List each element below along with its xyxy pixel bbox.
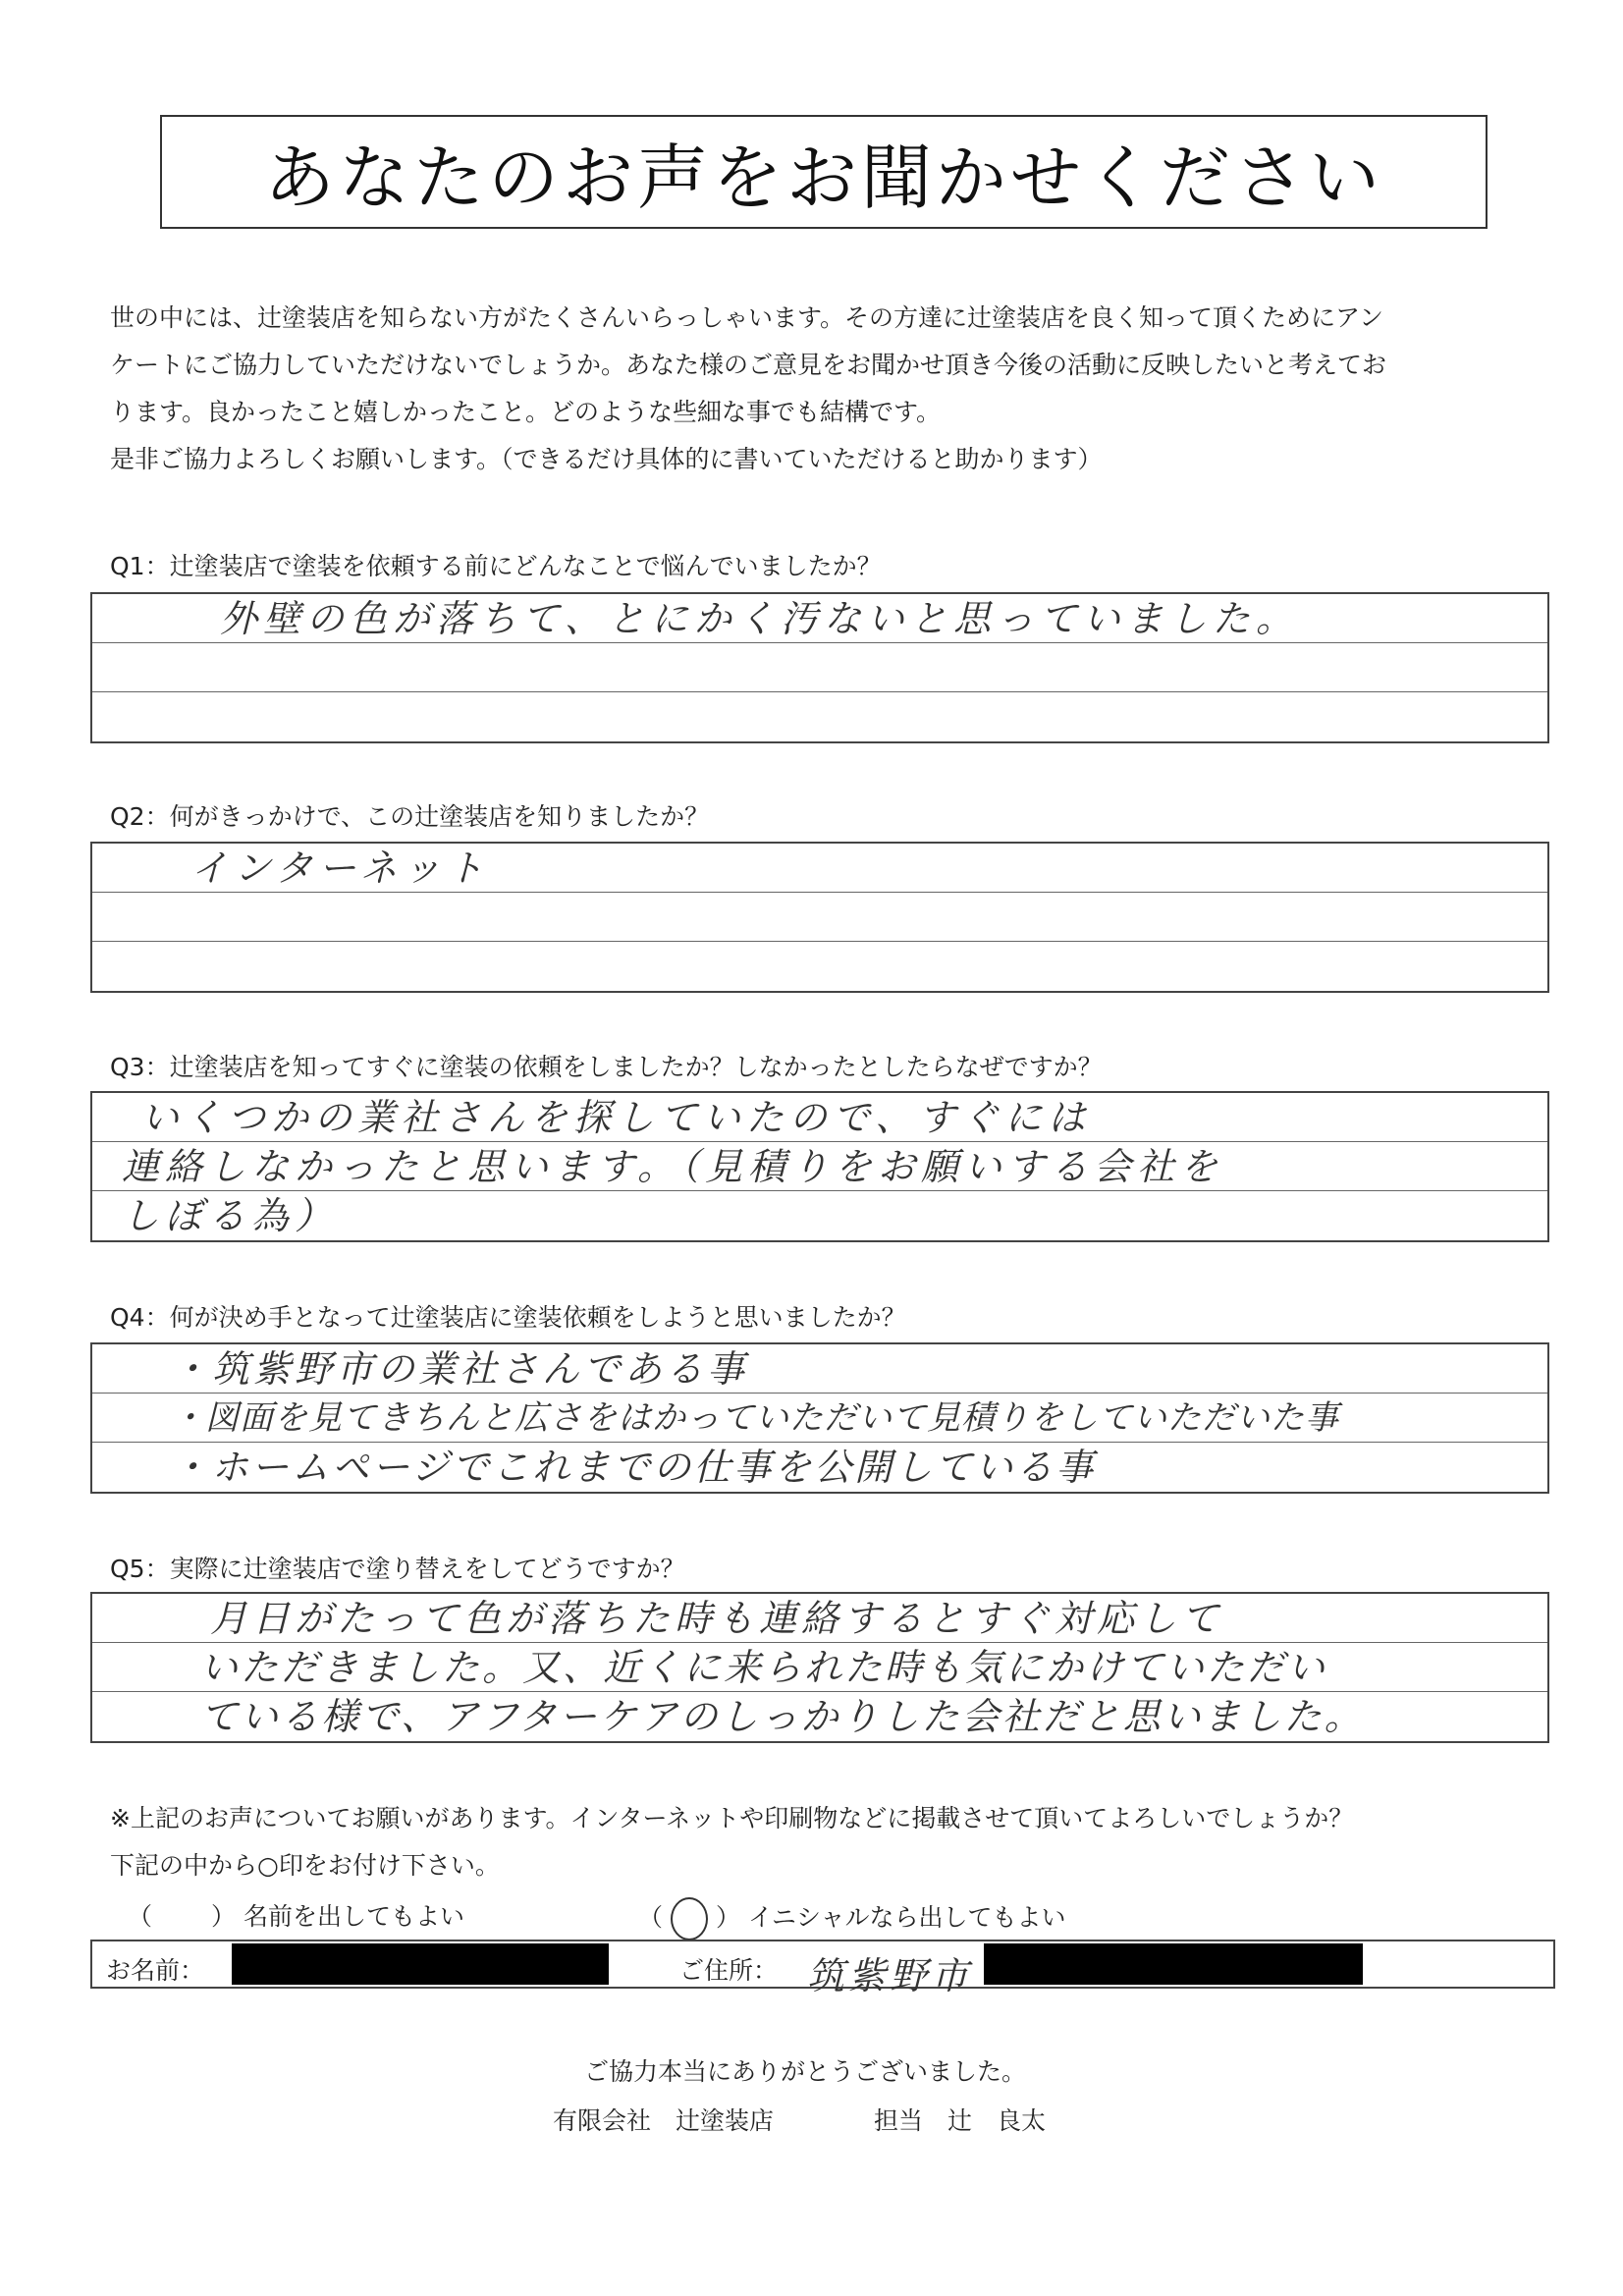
answer-box-1[interactable] (90, 592, 1549, 743)
paren-open: （ (128, 1902, 153, 1931)
answer-line[interactable]: 月日がたって色が落ちた時も連絡するとすぐ対応して (92, 1594, 1547, 1643)
name-label: お名前： (106, 1956, 205, 1985)
page-title: あなたのお声をお聞かせください (160, 115, 1488, 229)
answer-box-2[interactable] (90, 842, 1549, 993)
intro-line: ケートにご協力していただけないでしょうか。あなた様のご意見をお聞かせ頂き今後の活動に反映したいと考えてお (110, 351, 1387, 379)
answer-line[interactable]: いただきました。又、近くに来られた時も気にかけていただい (92, 1643, 1547, 1692)
answer-box-5[interactable] (90, 1592, 1549, 1743)
answer-line[interactable] (92, 893, 1547, 942)
answer-line[interactable]: 外壁の色が落ちて、とにかく汚ないと思っていました。 (92, 594, 1547, 643)
paren-close: ） (716, 1903, 741, 1932)
answer-line[interactable] (92, 692, 1547, 741)
contact-person: 担当 辻 良太 (874, 2106, 1047, 2135)
address-redaction (984, 1943, 1363, 1985)
intro-line: 世の中には、辻塗装店を知らない方がたくさんいらっしゃいます。その方達に辻塗装店を良く知って頂くためにアン (110, 303, 1384, 332)
option-initial-label: イニシャルなら出してもよい (747, 1903, 1066, 1932)
option-name-label: 名前を出してもよい (243, 1902, 464, 1931)
paren-close: ） (211, 1902, 237, 1931)
option-name[interactable] (128, 1897, 464, 1933)
option-initial[interactable] (638, 1897, 1066, 1941)
intro-text (110, 295, 1543, 483)
contact-info-box (90, 1940, 1555, 1997)
intro-line: ります。良かったこと嬉しかったこと。どのような些細な事でも結構です。 (110, 398, 942, 426)
question-4: Q4：何が決め手となって辻塗装店に塗装依頼をしようと思いましたか？ (110, 1303, 906, 1332)
answer-line[interactable]: インターネット (92, 844, 1547, 893)
paren-open: （ (638, 1903, 664, 1932)
question-1: Q1：辻塗装店で塗装を依頼する前にどんなことで悩んでいましたか？ (110, 552, 882, 580)
answer-line[interactable]: ・筑紫野市の業社さんである事 (92, 1344, 1547, 1394)
question-2: Q2：何がきっかけで、この辻塗装店を知りましたか？ (110, 802, 710, 831)
answer-line[interactable]: ・ホームページでこれまでの仕事を公開している事 (171, 1446, 1097, 1489)
circle-mark-icon (671, 1897, 708, 1941)
answer-line[interactable] (92, 643, 1547, 692)
answer-line[interactable] (92, 942, 1547, 991)
answer-box-4[interactable] (90, 1342, 1549, 1494)
question-3: Q3：辻塗装店を知ってすぐに塗装の依頼をしましたか？しなかったとしたらなぜですか？ (110, 1053, 1103, 1081)
answer-line[interactable]: いくつかの業社さんを探していたので、すぐには (92, 1093, 1547, 1142)
name-redaction (232, 1943, 609, 1985)
permission-note: ※上記のお声についてお願いがあります。インターネットや印刷物などに掲載させて頂いてよろしいでしょうか？ (110, 1804, 1354, 1832)
answer-line[interactable]: 連絡しなかったと思います。（見積りをお願いする会社を (92, 1142, 1547, 1191)
answer-box-3[interactable] (90, 1091, 1549, 1242)
address-handwritten: 筑紫野市 (807, 1954, 973, 1997)
permission-instruction: 下記の中から○印をお付け下さい。 (110, 1851, 500, 1880)
answer-line[interactable]: ・図面を見てきちんと広さをはかっていただいて見積りをしていただいた事 (92, 1394, 1547, 1443)
intro-line: 是非ご協力よろしくお願いします。（できるだけ具体的に書いていただけると助かります） (110, 445, 1103, 473)
answer-line[interactable]: ている様で、アフターケアのしっかりした会社だと思いました。 (200, 1695, 1365, 1738)
company-name: 有限会社 辻塗装店 (553, 2106, 775, 2135)
answer-line[interactable]: しぼる為） (122, 1194, 339, 1237)
question-5: Q5：実際に辻塗装店で塗り替えをしてどうですか？ (110, 1555, 685, 1583)
thanks-text: ご協力本当にありがとうございました。 (584, 2057, 1027, 2086)
address-label: ご住所： (679, 1956, 779, 1985)
